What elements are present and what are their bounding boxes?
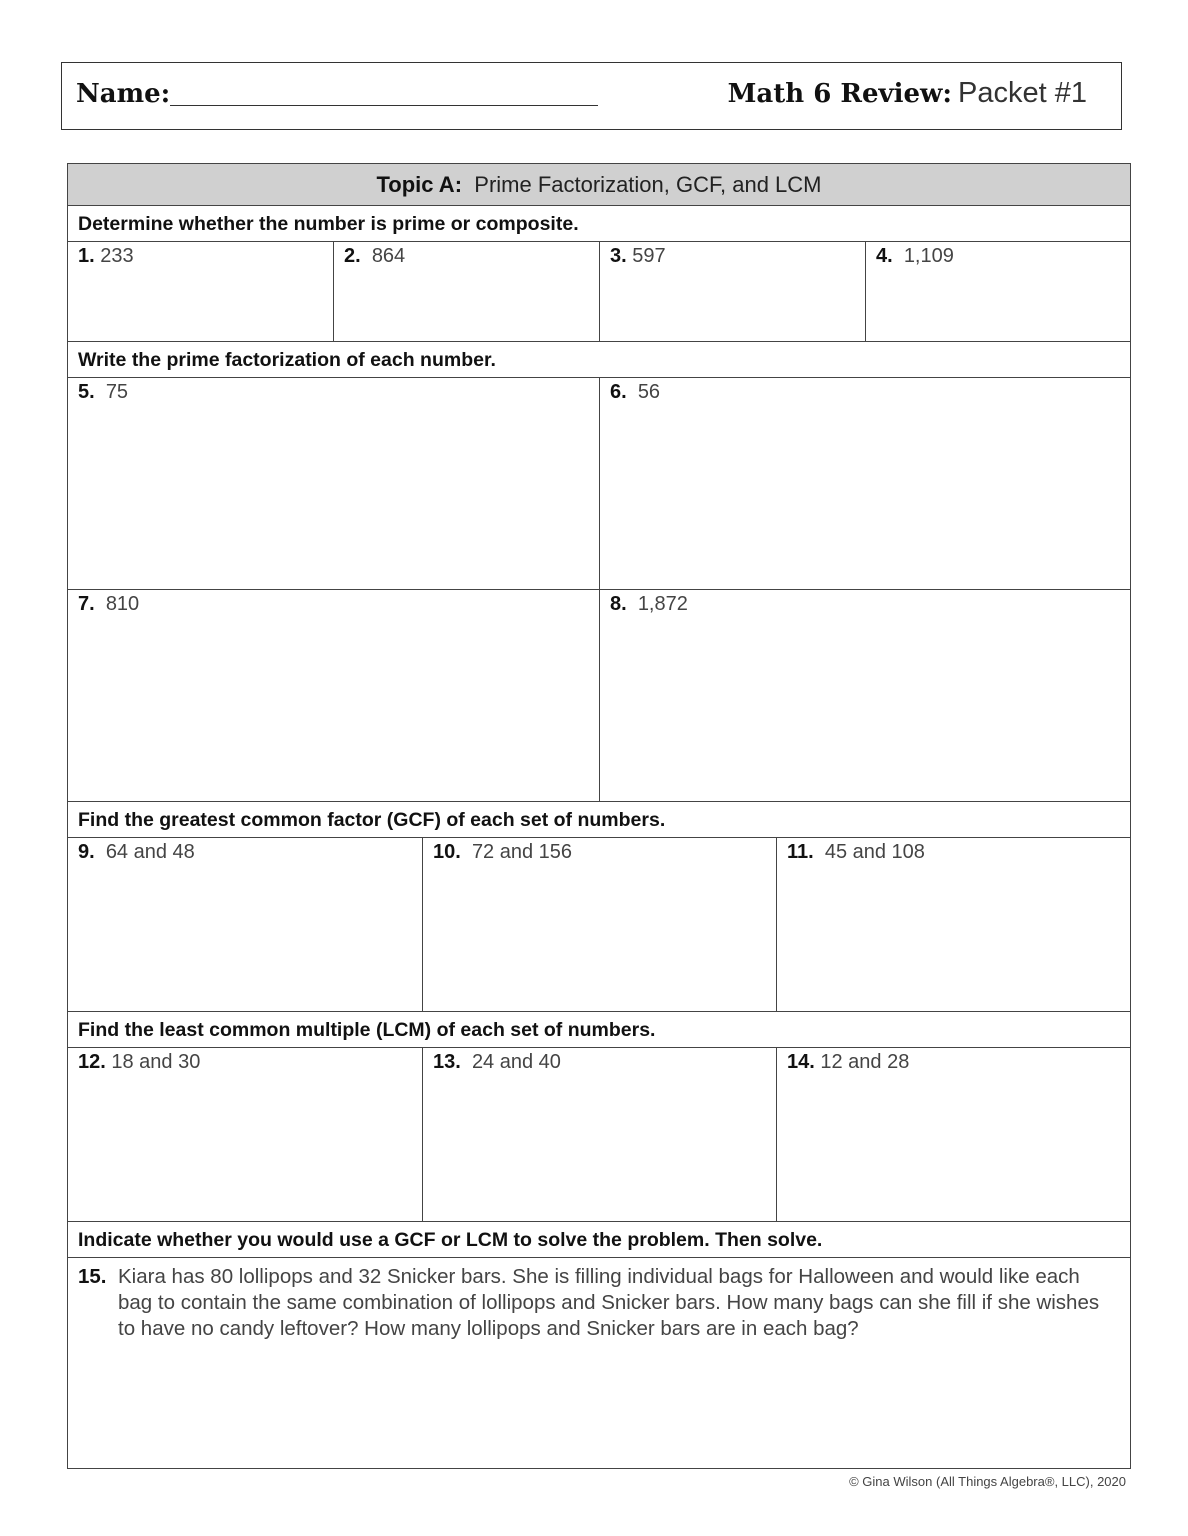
problem-value: 75 <box>105 381 129 403</box>
problem-number: 7. <box>78 593 95 615</box>
instruction-prime-composite: Determine whether the number is prime or composite. <box>68 206 1130 242</box>
header-box <box>61 62 1122 130</box>
problem-cell[interactable] <box>600 242 866 341</box>
problem-value: 24 and 40 <box>471 1051 561 1073</box>
problem-cell[interactable] <box>68 838 423 1011</box>
problem-number: 12. <box>78 1051 106 1073</box>
problem-value: 18 and 30 <box>111 1051 201 1073</box>
problem-value: 56 <box>637 381 661 403</box>
topic-label: Topic A: <box>376 172 463 197</box>
problem-cell[interactable] <box>68 242 334 341</box>
problem-cell[interactable] <box>334 242 600 341</box>
title-main: Math 6 Review: <box>727 79 953 109</box>
name-label: Name: <box>76 79 171 109</box>
answer-row-lcm <box>68 1048 1130 1222</box>
problem-value: 72 and 156 <box>471 841 573 863</box>
problem-number: 2. <box>344 245 361 267</box>
problem-number: 11. <box>787 841 814 863</box>
problem-number: 14. <box>787 1051 815 1073</box>
problem-number: 1. <box>78 245 95 267</box>
problem-cell[interactable] <box>68 1048 423 1221</box>
problem-value: 1,872 <box>637 593 688 615</box>
title-sub: Packet #1 <box>958 77 1087 109</box>
problem-value: 45 and 108 <box>824 841 925 863</box>
problem-value: 864 <box>371 245 406 267</box>
word-problem <box>78 1264 1110 1342</box>
answer-row-factorization-1 <box>68 378 1130 590</box>
topic-header <box>68 164 1130 206</box>
answer-row-gcf <box>68 838 1130 1012</box>
problem-number: 15. <box>78 1265 107 1288</box>
problem-number: 8. <box>610 593 627 615</box>
copyright-notice: © Gina Wilson (All Things Algebra®, LLC), 2020 <box>849 1474 1126 1489</box>
problem-cell[interactable] <box>68 590 600 801</box>
problem-number: 9. <box>78 841 95 863</box>
answer-row-prime-composite <box>68 242 1130 342</box>
worksheet-title <box>728 77 1087 110</box>
problem-value: 64 and 48 <box>105 841 195 863</box>
problem-number: 4. <box>876 245 893 267</box>
worksheet-table <box>67 163 1131 1469</box>
problem-cell[interactable] <box>866 242 1130 341</box>
instruction-word-problem: Indicate whether you would use a GCF or LCM to solve the problem. Then solve. <box>68 1222 1130 1258</box>
topic-title: Prime Factorization, GCF, and LCM <box>474 172 822 197</box>
problem-value: 1,109 <box>903 245 954 267</box>
problem-number: 10. <box>433 841 461 863</box>
problem-number: 5. <box>78 381 95 403</box>
problem-cell[interactable] <box>600 590 1130 801</box>
problem-number: 3. <box>610 245 627 267</box>
problem-number: 6. <box>610 381 627 403</box>
problem-cell[interactable] <box>777 1048 1130 1221</box>
problem-value: 12 and 28 <box>820 1051 910 1073</box>
problem-value: 810 <box>105 593 140 615</box>
problem-cell[interactable] <box>423 838 777 1011</box>
problem-number: 13. <box>433 1051 461 1073</box>
problem-value: 233 <box>100 245 134 267</box>
instruction-lcm: Find the least common multiple (LCM) of each set of numbers. <box>68 1012 1130 1048</box>
instruction-prime-factorization: Write the prime factorization of each number. <box>68 342 1130 378</box>
name-blank-line[interactable] <box>170 105 598 106</box>
problem-cell[interactable] <box>777 838 1130 1011</box>
word-problem-cell[interactable] <box>68 1258 1130 1468</box>
answer-row-factorization-2 <box>68 590 1130 802</box>
problem-cell[interactable] <box>600 378 1130 589</box>
instruction-gcf: Find the greatest common factor (GCF) of each set of numbers. <box>68 802 1130 838</box>
problem-cell[interactable] <box>423 1048 777 1221</box>
word-problem-text: Kiara has 80 lollipops and 32 Snicker bars. She is filling individual bags for Halloween and would like each bag to contain the same combination of lollipops and Snicker bars. How many bags can she fill if she wishes to have no candy leftover? How many lollipops and Snicker bars are in each bag? <box>118 1265 1100 1340</box>
problem-cell[interactable] <box>68 378 600 589</box>
problem-value: 597 <box>632 245 666 267</box>
